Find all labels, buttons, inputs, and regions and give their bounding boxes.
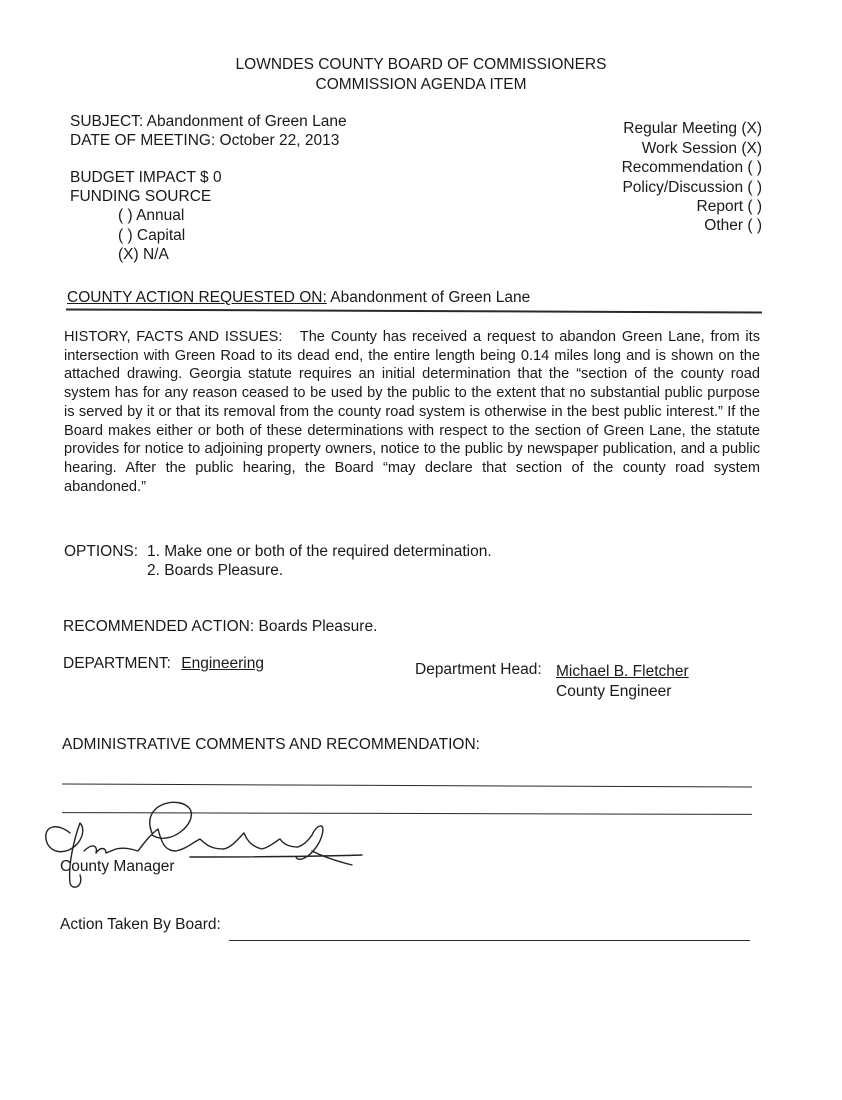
county-manager-label: County Manager: [60, 858, 175, 875]
signature-stroke-initial: [46, 823, 83, 887]
doc-subtitle: COMMISSION AGENDA ITEM: [315, 76, 527, 93]
comment-line-1: [62, 783, 752, 787]
options-label: OPTIONS:: [64, 543, 139, 560]
meeting-type-work-session: Work Session (X): [641, 140, 762, 157]
funding-source-label: FUNDING SOURCE: [70, 188, 212, 205]
funding-option-annual: ( ) Annual: [118, 207, 185, 224]
budget-impact: BUDGET IMPACT $ 0: [70, 169, 222, 186]
department: [63, 655, 264, 673]
funding-option-capital: ( ) Capital: [118, 227, 186, 244]
admin-comments-label: ADMINISTRATIVE COMMENTS AND RECOMMENDATION:: [62, 736, 480, 753]
history-paragraph: [64, 328, 760, 496]
action-taken-line: [229, 940, 750, 941]
meeting-type-report: Report ( ): [696, 198, 762, 215]
county-action-label: COUNTY ACTION REQUESTED ON:: [67, 289, 327, 306]
history-label: HISTORY, FACTS AND ISSUES:: [64, 329, 283, 345]
department-head-title: County Engineer: [556, 683, 672, 700]
department-head-label: Department Head:: [415, 661, 542, 678]
action-taken-label: Action Taken By Board:: [60, 916, 221, 933]
option-item-2: 2. Boards Pleasure.: [147, 562, 284, 579]
county-manager-signature: [40, 795, 370, 895]
signature-stroke-name: [84, 826, 323, 859]
meeting-type-other: Other ( ): [704, 217, 762, 234]
meeting-type-policy: Policy/Discussion ( ): [622, 179, 762, 196]
meeting-type-recommendation: Recommendation ( ): [621, 159, 762, 176]
funding-option-na: (X) N/A: [118, 246, 169, 263]
meeting-type-regular: Regular Meeting (X): [623, 120, 762, 137]
signature-stroke-tail: [312, 851, 352, 865]
recommended-action: RECOMMENDED ACTION: Boards Pleasure.: [63, 618, 378, 635]
county-action-value: Abandonment of Green Lane: [330, 289, 531, 306]
department-head-name: Michael B. Fletcher: [556, 663, 689, 680]
subject-line: SUBJECT: Abandonment of Green Lane: [70, 113, 347, 130]
history-text: The County has received a request to abandon Green Lane, from its intersection with Green Road to its dead end, the entire length being 0.14 miles long and is shown on the attached drawing. Georgia statute requires an initial determination that the “section of the county road system has for any reason ceased to be used by the public to the extent that no substantial public purpose is served by it or that its removal from the county road system is otherwise in the best public interest.” If the Board makes either or both of these determinations with respect to the section of Green Lane, the statute provides for notice to adjoining property owners, notice to the public by newspaper publication, and a public hearing. After the public hearing, the Board “may declare that section of the county road system abandoned.”: [64, 329, 760, 495]
department-label: DEPARTMENT:: [63, 655, 171, 672]
signature-stroke-underline: [190, 855, 362, 857]
signature-stroke-loop: [150, 802, 192, 838]
doc-title: LOWNDES COUNTY BOARD OF COMMISSIONERS: [235, 56, 607, 73]
county-action-requested: [67, 289, 530, 307]
meeting-date: DATE OF MEETING: October 22, 2013: [70, 132, 340, 149]
option-item-1: 1. Make one or both of the required determination.: [147, 543, 492, 560]
section-divider: [66, 308, 762, 313]
department-value: Engineering: [181, 655, 264, 672]
